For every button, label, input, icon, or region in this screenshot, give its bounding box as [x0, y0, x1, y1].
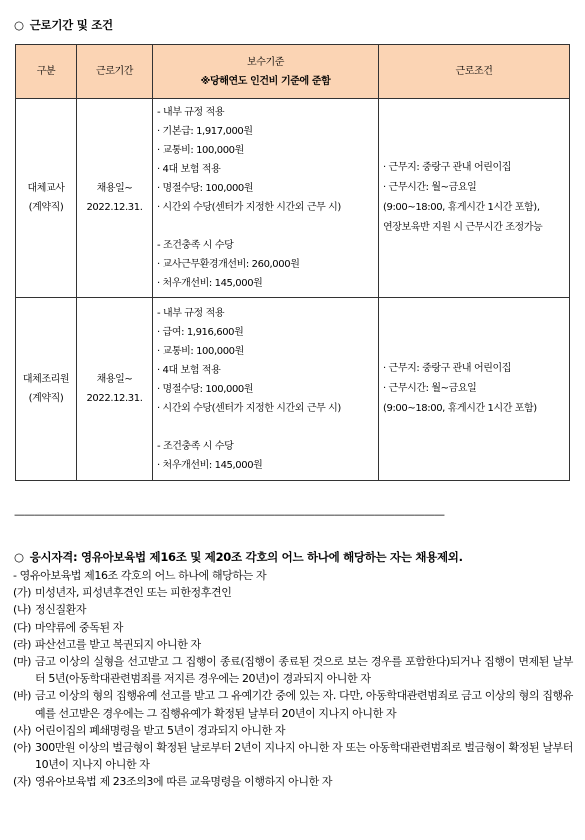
condition-line: · 근무지: 중랑구 관내 어린이집: [383, 363, 511, 374]
cell-pay: [153, 298, 379, 481]
cell-category: [16, 99, 77, 298]
conditions-table: [15, 44, 570, 481]
eligibility-item-text: 정신질환자: [35, 603, 87, 617]
eligibility-item-label: (나): [13, 603, 32, 617]
section-title-text: 응시자격: 영유아보육법 제16조 및 제20조 각호의 어느 하나에 해당하는 자는 채용제외.: [29, 550, 463, 564]
header-pay: [153, 45, 379, 99]
eligibility-item: [13, 739, 573, 773]
eligibility-item: [13, 584, 573, 601]
pay-line: · 명절수당: 100,000원: [157, 183, 254, 194]
pay-line: - 조건충족 시 수당: [157, 440, 234, 452]
period-line: 채용일~: [96, 374, 133, 385]
pay-line: · 교통비: 100,000원: [157, 345, 244, 357]
eligibility-intro: - 영유아보육법 제16조 각호의 어느 하나에 해당하는 자: [13, 569, 267, 582]
pay-line: · 교사근무환경개선비: 260,000원: [157, 259, 300, 270]
header-category: 구분: [16, 45, 77, 99]
table-row: [16, 99, 570, 298]
eligibility-item-label: (아): [13, 741, 32, 755]
separator-line: ———————————————————————————————————————————: [14, 508, 444, 521]
condition-line: · 근무시간: 월~금요일: [383, 182, 477, 193]
category-line: 대체교사: [27, 183, 65, 194]
condition-line: · 근무지: 중랑구 관내 어린이집: [383, 162, 511, 173]
eligibility-item-text: 파산선고를 받고 복권되지 아니한 자: [35, 637, 201, 651]
eligibility-item: [13, 773, 573, 790]
eligibility-item-text: 300만원 이상의 벌금형이 확정된 날로부터 2년이 지나지 아니한 자 또는 아동학대관련범죄로 벌금형이 확정된 날부터 10년이 지나지 아니한 자: [35, 741, 573, 772]
category-line: (계약직): [28, 202, 64, 213]
pay-line: · 처우개선비: 145,000원: [157, 459, 263, 471]
period-line: 2022.12.31.: [86, 202, 143, 213]
pay-spacer: [157, 418, 378, 437]
eligibility-item-text: 마약류에 중독된 자: [35, 620, 124, 634]
pay-line: - 조건충족 시 수당: [157, 240, 234, 251]
pay-line: · 기본급: 1,917,000원: [157, 126, 253, 137]
pay-line: · 처우개선비: 145,000원: [157, 278, 263, 289]
pay-line: · 시간외 수당(센터가 지정한 시간외 근무 시): [157, 402, 341, 414]
eligibility-item-label: (사): [13, 723, 32, 737]
cell-pay: [153, 99, 379, 298]
eligibility-item-label: (마): [13, 655, 32, 669]
eligibility-item-label: (자): [13, 775, 32, 789]
pay-line: · 4대 보험 적용: [157, 364, 221, 376]
condition-line: (9:00~18:00, 휴게시간 1시간 포함),: [383, 202, 540, 213]
cell-conditions: [379, 298, 570, 481]
eligibility-item-text: 미성년자, 피성년후견인 또는 피한정후견인: [35, 586, 232, 600]
table-row: [16, 298, 570, 481]
pay-line: · 교통비: 100,000원: [157, 145, 244, 156]
eligibility-item: [13, 687, 573, 721]
section-title-work-period: [14, 17, 113, 33]
eligibility-item-text: 금고 이상의 실형을 선고받고 그 집행이 종료(집행이 종료된 것으로 보는 경우를 포함한다)되거나 집행이 면제된 날부터 5년(아동학대관련범죄를 저지른 경우에는 20년)이 경과되지 아니한 자: [35, 655, 573, 686]
pay-line: · 급여: 1,916,600원: [157, 326, 244, 338]
eligibility-item: [13, 653, 573, 687]
table-header-row: [16, 45, 570, 99]
circle-bullet-icon: ○: [14, 550, 24, 564]
eligibility-item: [13, 619, 573, 636]
category-line: (계약직): [28, 393, 64, 404]
cell-period: [77, 298, 153, 481]
eligibility-list: [13, 567, 573, 791]
pay-line: · 4대 보험 적용: [157, 164, 221, 175]
pay-spacer: [157, 217, 378, 236]
eligibility-item-label: (가): [13, 586, 32, 600]
eligibility-item-label: (라): [13, 637, 32, 651]
category-line: 대체조리원: [22, 374, 70, 385]
header-pay-line2: ※당해연도 인건비 기준에 준함: [200, 75, 331, 87]
period-line: 채용일~: [96, 183, 133, 194]
cell-period: [77, 99, 153, 298]
period-line: 2022.12.31.: [86, 393, 143, 404]
pay-line: · 명절수당: 100,000원: [157, 383, 254, 395]
section-title-eligibility: [14, 549, 463, 565]
condition-line: · 근무시간: 월~금요일: [383, 383, 477, 394]
eligibility-item-label: (바): [13, 689, 32, 703]
pay-line: · 시간외 수당(센터가 지정한 시간외 근무 시): [157, 202, 341, 213]
condition-line: 연장보육반 지원 시 근무시간 조정가능: [383, 222, 543, 233]
cell-category: [16, 298, 77, 481]
eligibility-item: [13, 722, 573, 739]
circle-bullet-icon: ○: [14, 18, 24, 32]
header-pay-line1: 보수기준: [246, 56, 285, 68]
eligibility-item-text: 금고 이상의 형의 집행유예 선고를 받고 그 유예기간 중에 있는 자. 다만, 아동학대관련범죄로 금고 이상의 형의 집행유예를 선고받은 경우에는 그 집행유예가 확정된 날부터 20년이 지나지 아니한 자: [35, 689, 573, 720]
eligibility-item: [13, 601, 573, 618]
pay-line: - 내부 규정 적용: [157, 107, 225, 118]
eligibility-item: [13, 636, 573, 653]
header-period: 근로기간: [77, 45, 153, 99]
section-title-text: 근로기간 및 조건: [29, 18, 113, 32]
cell-conditions: [379, 99, 570, 298]
header-conditions: 근로조건: [379, 45, 570, 99]
eligibility-item-text: 어린이집의 폐쇄명령을 받고 5년이 경과되지 아니한 자: [35, 723, 286, 737]
eligibility-item-text: 영유아보육법 제 23조의3에 따른 교육명령을 이행하지 아니한 자: [35, 775, 333, 789]
condition-line: (9:00~18:00, 휴게시간 1시간 포함): [383, 403, 537, 414]
eligibility-item-label: (다): [13, 620, 32, 634]
pay-line: - 내부 규정 적용: [157, 307, 225, 319]
